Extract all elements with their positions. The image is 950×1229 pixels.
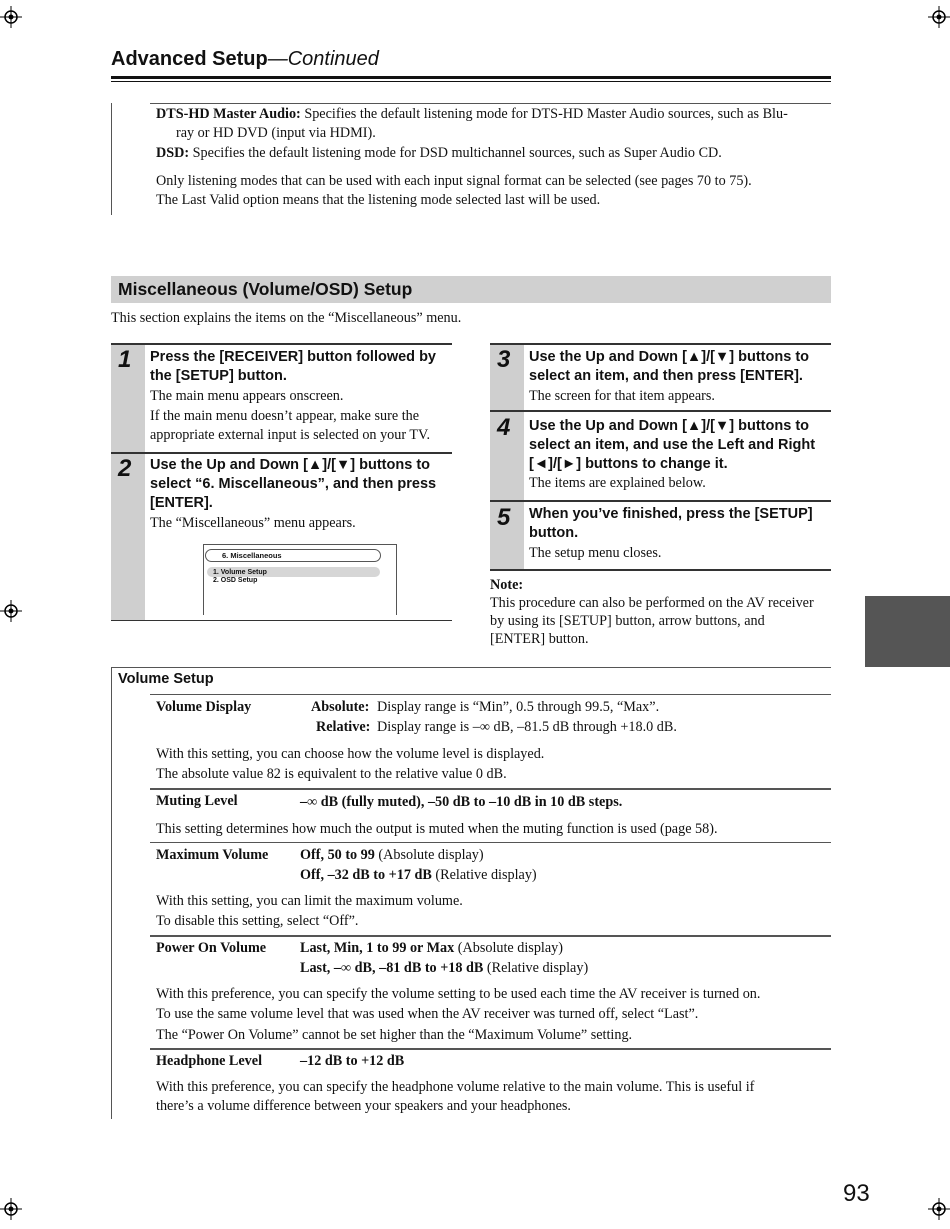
step-rule — [111, 620, 452, 621]
absolute-label: Absolute: — [311, 699, 370, 715]
step-3-heading: Use the Up and Down [▲]/[▼] buttons to select an item, and then press [ENTER]. — [529, 349, 810, 384]
note-label: Note: — [490, 577, 524, 593]
absolute-text: Display range is “Min”, 0.5 through 99.5, “Max”. — [377, 699, 660, 715]
step-number: 1 — [118, 346, 132, 373]
menu-item: 2. OSD Setup — [213, 577, 258, 584]
volume-setup-bar — [111, 667, 112, 1119]
power-on-volume-label: Power On Volume — [156, 940, 267, 956]
volume-setup-title: Volume Setup — [118, 671, 214, 687]
muting-level-value: –∞ dB (fully muted), –50 dB to –10 dB in 10 dB steps. — [300, 794, 623, 810]
power-on-volume-desc: To use the same volume level that was used when the AV receiver was turned off, select “Last”. — [156, 1006, 699, 1022]
step-rule — [490, 410, 831, 412]
dsd-line: DSD: Specifies the default listening mode for DSD multichannel sources, such as Super Audio CD. — [156, 145, 722, 161]
relative-label: Relative: — [316, 719, 371, 735]
power-on-volume-value: Last, –∞ dB, –81 dB to +18 dB (Relative display) — [300, 960, 589, 976]
maximum-volume-value: Off, –32 dB to +17 dB (Relative display) — [300, 867, 537, 883]
section-intro: This section explains the items on the “Miscellaneous” menu. — [111, 310, 462, 326]
step-rule — [490, 343, 831, 345]
volume-display-desc: The absolute value 82 is equivalent to the relative value 0 dB. — [156, 766, 507, 782]
step-5-body: The setup menu closes. — [529, 545, 662, 561]
dts-hd-line: DTS-HD Master Audio: Specifies the default listening mode for DTS-HD Master Audio sources, such as Blu- — [156, 106, 788, 122]
registration-mark-icon — [0, 1198, 22, 1220]
maximum-volume-value: Off, 50 to 99 (Absolute display) — [300, 847, 484, 863]
power-on-volume-desc: With this preference, you can specify the volume setting to be used each time the AV receiver is turned on. — [156, 986, 761, 1002]
page-header — [111, 48, 379, 71]
listening-note-1: Only listening modes that can be used with each input signal format can be selected (see pages 70 to 75). — [156, 173, 752, 189]
row-rule — [150, 694, 831, 695]
power-on-volume-desc: The “Power On Volume” cannot be set higher than the “Maximum Volume” setting. — [156, 1027, 633, 1043]
header-rule — [111, 76, 831, 79]
registration-mark-icon — [0, 600, 22, 622]
row-rule — [150, 935, 831, 937]
step-4-heading: Use the Up and Down [▲]/[▼] buttons to select an item, and use the Left and Right [◄]/[►] buttons to change it. — [529, 418, 816, 472]
headphone-level-value: –12 dB to +12 dB — [300, 1053, 405, 1069]
menu-item: 1. Volume Setup — [213, 569, 267, 576]
volume-display-desc: With this setting, you can choose how the volume level is displayed. — [156, 746, 545, 762]
step-1-body: The main menu appears onscreen. If the main menu doesn’t appear, make sure the appropriate external input is selected on your TV. — [150, 388, 430, 443]
step-1-heading: Press the [RECEIVER] button followed by the [SETUP] button. — [150, 349, 436, 384]
listening-note-2: The Last Valid option means that the listening mode selected last will be used. — [156, 192, 601, 208]
menu-screenshot-title: 6. Miscellaneous — [205, 549, 381, 562]
step-5-heading: When you’ve finished, press the [SETUP] button. — [529, 506, 813, 541]
step-number: 4 — [497, 414, 511, 441]
step-rule — [111, 343, 452, 345]
header-continued: —Continued — [267, 48, 379, 70]
step-rule — [490, 569, 831, 571]
page-number: 93 — [843, 1180, 870, 1207]
row-rule — [150, 842, 831, 843]
volume-setup-rule — [111, 667, 831, 668]
power-on-volume-value: Last, Min, 1 to 99 or Max (Absolute display) — [300, 940, 563, 956]
note-text: This procedure can also be performed on the AV receiver by using its [SETUP] button, arrow buttons, and [ENTER] button. — [490, 595, 814, 647]
step-2-heading: Use the Up and Down [▲]/[▼] buttons to select “6. Miscellaneous”, and then press [ENTER]. — [150, 457, 437, 511]
step-number: 3 — [497, 346, 511, 373]
step-rule — [111, 452, 452, 454]
row-rule — [150, 788, 831, 790]
registration-mark-icon — [928, 6, 950, 28]
volume-display-label: Volume Display — [156, 699, 252, 715]
headphone-level-desc: there’s a volume difference between your speakers and your headphones. — [156, 1098, 571, 1114]
step-number: 5 — [497, 504, 511, 531]
row-rule — [150, 1048, 831, 1050]
header-title: Advanced Setup — [111, 48, 268, 70]
headphone-level-desc: With this preference, you can specify the headphone volume relative to the main volume. This is useful if — [156, 1079, 755, 1095]
section-title: Miscellaneous (Volume/OSD) Setup — [118, 279, 413, 299]
headphone-level-label: Headphone Level — [156, 1053, 263, 1069]
registration-mark-icon — [928, 1198, 950, 1220]
step-3-body: The screen for that item appears. — [529, 388, 715, 404]
registration-mark-icon — [0, 6, 22, 28]
step-rule — [490, 500, 831, 502]
maximum-volume-label: Maximum Volume — [156, 847, 269, 863]
step-4-body: The items are explained below. — [529, 475, 706, 491]
continued-block-rule — [150, 103, 831, 104]
maximum-volume-desc: With this setting, you can limit the maximum volume. — [156, 893, 463, 909]
dts-hd-line-2: ray or HD DVD (input via HDMI). — [176, 125, 376, 141]
continued-block-bar — [111, 103, 112, 215]
step-2-body: The “Miscellaneous” menu appears. — [150, 515, 356, 531]
relative-text: Display range is –∞ dB, –81.5 dB through +18.0 dB. — [377, 719, 677, 735]
chapter-tab — [865, 596, 950, 667]
step-number: 2 — [118, 455, 132, 482]
maximum-volume-desc: To disable this setting, select “Off”. — [156, 913, 359, 929]
muting-level-desc: This setting determines how much the output is muted when the muting function is used (page 58). — [156, 821, 718, 837]
header-rule-thin — [111, 81, 831, 82]
muting-level-label: Muting Level — [156, 793, 238, 809]
